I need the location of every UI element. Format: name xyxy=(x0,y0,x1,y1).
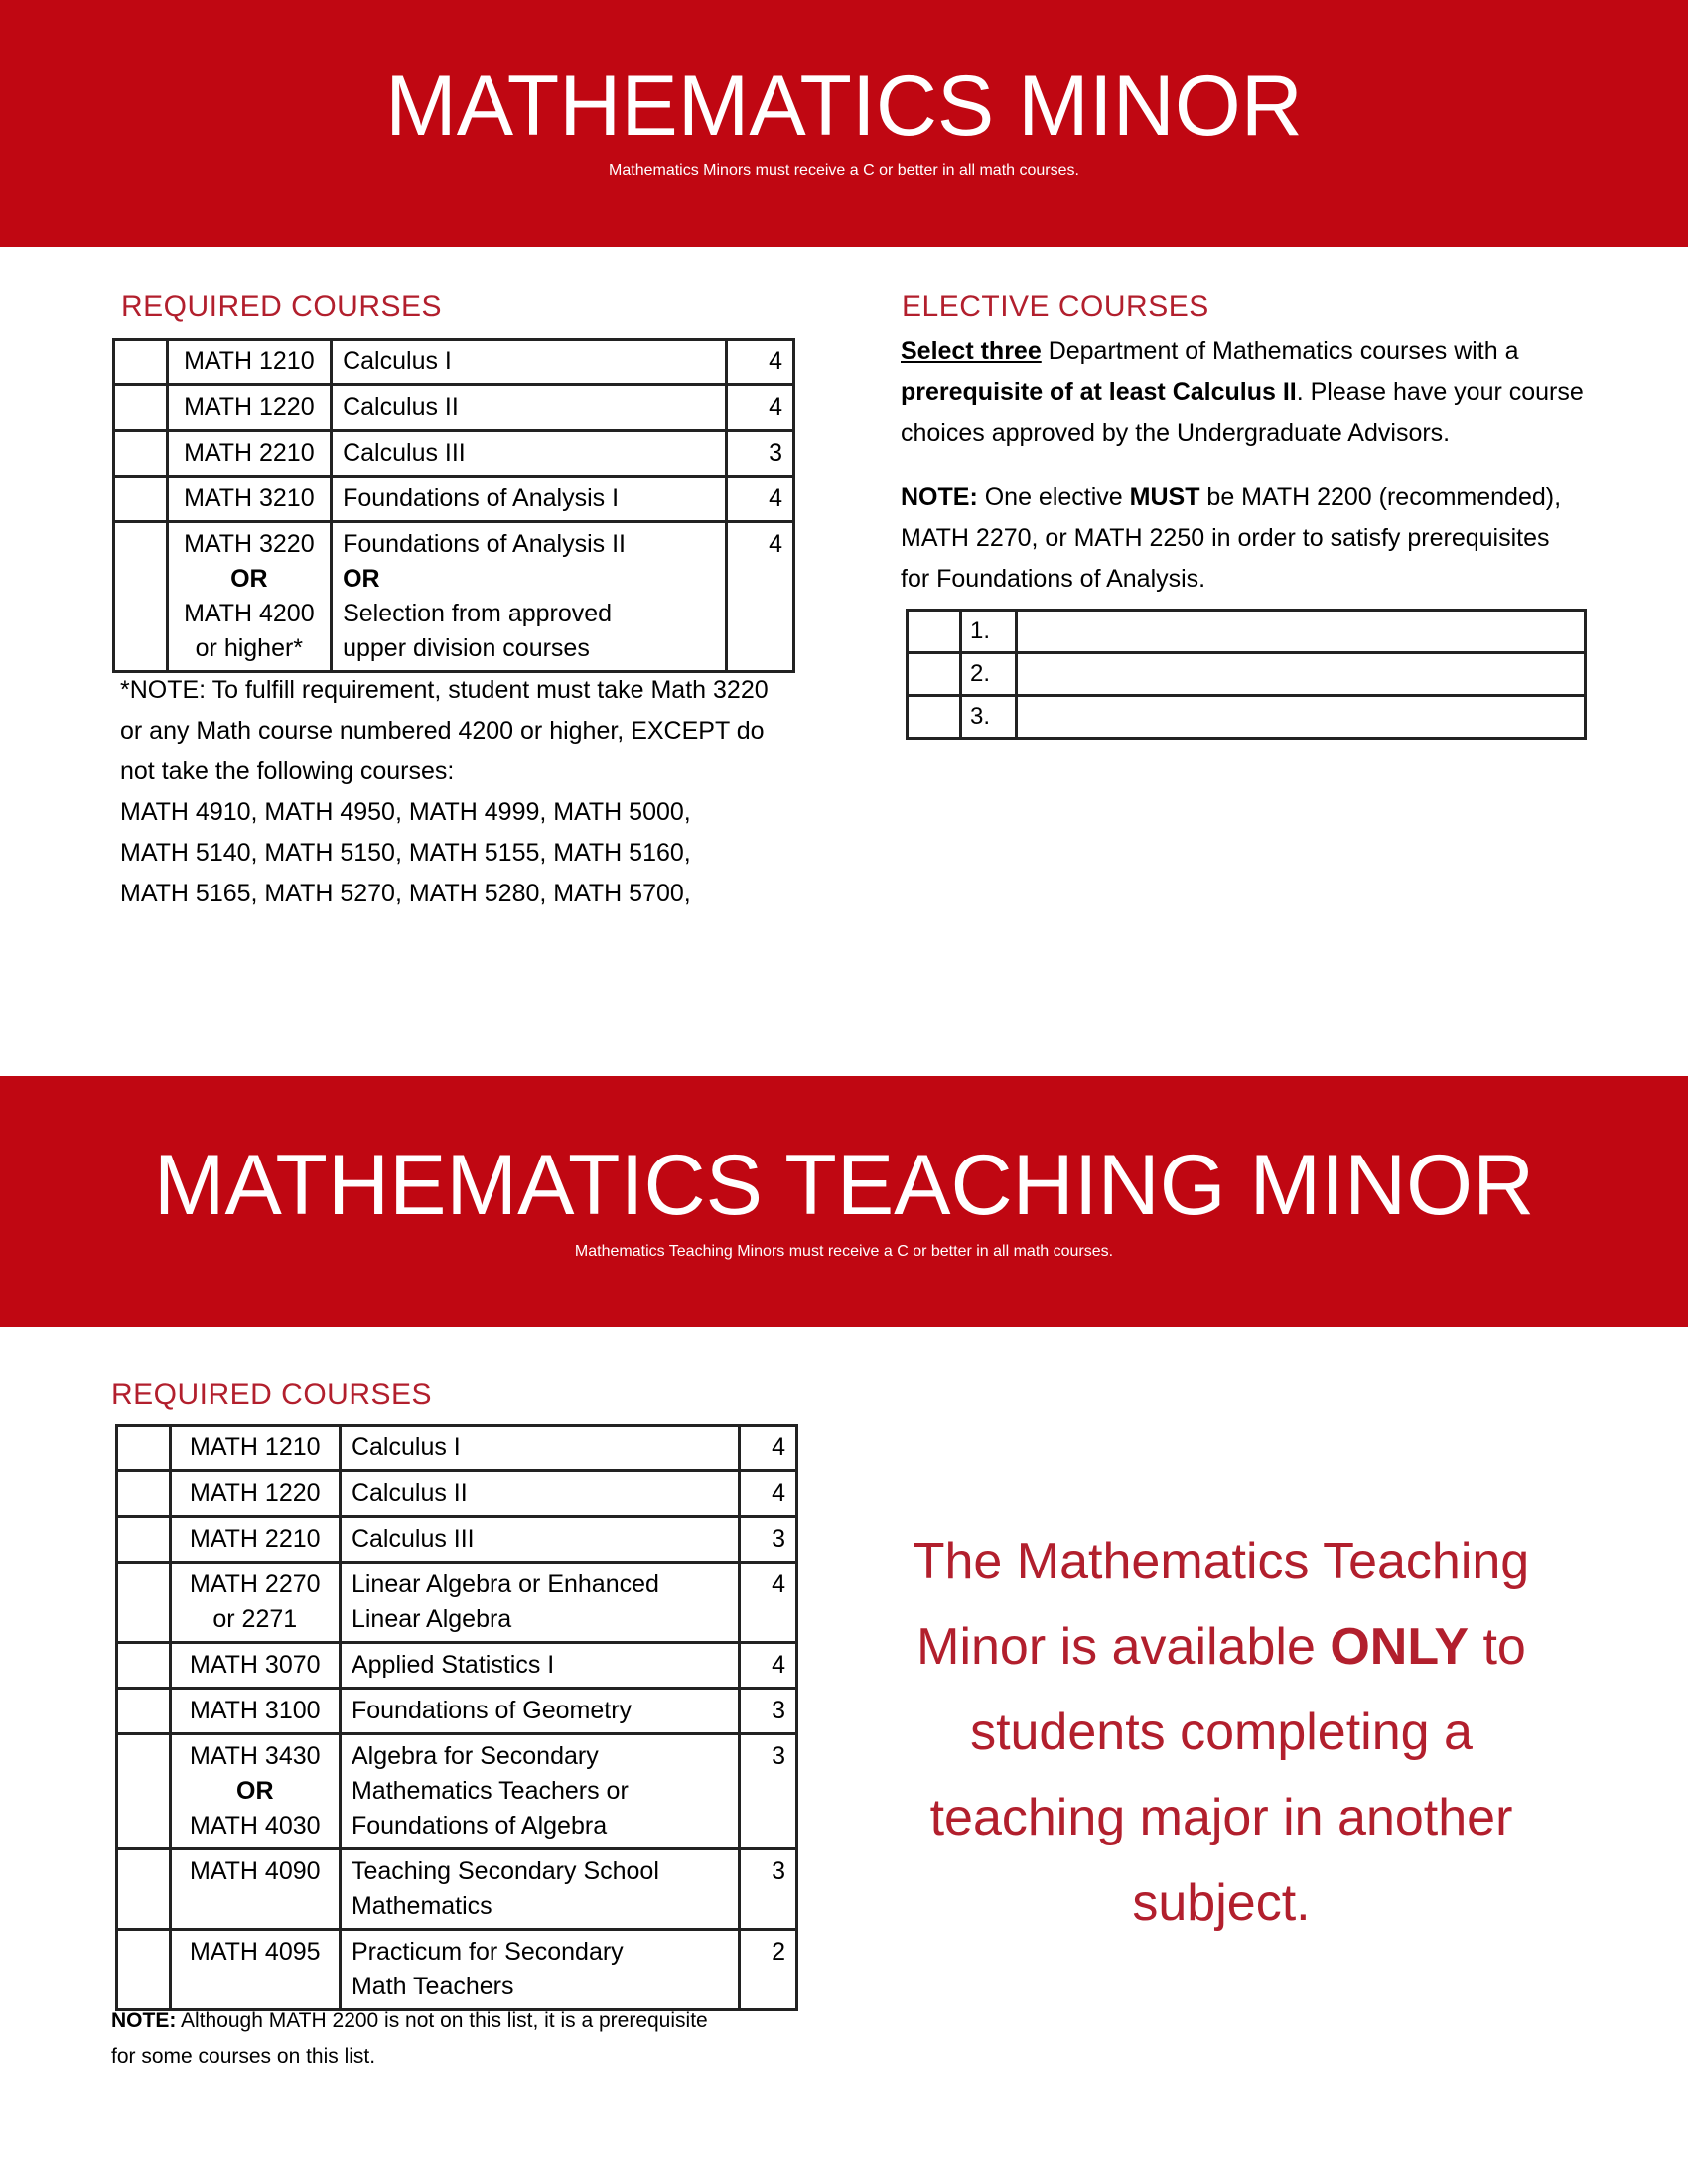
course-name: Calculus III xyxy=(351,1525,475,1553)
course-credits: 2 xyxy=(740,1930,797,2010)
teaching-required-table xyxy=(115,1424,798,2011)
row-number: 1. xyxy=(961,611,1017,653)
course-code-note: or higher* xyxy=(195,634,304,662)
elective-note xyxy=(901,478,1561,600)
message-text: Minor is available xyxy=(916,1618,1331,1676)
checkbox-cell[interactable] xyxy=(114,385,168,431)
elective-entry-field[interactable] xyxy=(1017,611,1586,653)
text: be MATH 2200 (recommended), xyxy=(1199,483,1562,511)
message-text: to xyxy=(1469,1618,1526,1676)
course-code: MATH 3210 xyxy=(167,477,332,522)
minor-required-note xyxy=(120,670,769,914)
course-name: upper division courses xyxy=(343,634,590,662)
table-row xyxy=(117,1426,797,1471)
checkbox-cell[interactable] xyxy=(117,1517,171,1563)
teaching-note xyxy=(111,2003,708,2075)
checkbox-cell[interactable] xyxy=(908,696,961,739)
course-code: MATH 1210 xyxy=(167,340,332,385)
only-emphasis: ONLY xyxy=(1330,1618,1470,1676)
table-row xyxy=(117,1471,797,1517)
course-name: Teaching Secondary School xyxy=(351,1857,659,1885)
checkbox-cell[interactable] xyxy=(117,1930,171,2010)
course-name: Math Teachers xyxy=(351,1973,514,2000)
elective-table xyxy=(906,609,1587,740)
teaching-subtitle: Mathematics Teaching Minors must receive a C or better in all math courses. xyxy=(574,1243,1114,1260)
minor-subtitle: Mathematics Minors must receive a C or better in all math courses. xyxy=(609,162,1079,179)
course-name: Foundations of Algebra xyxy=(351,1812,608,1840)
minor-required-table xyxy=(112,338,795,673)
course-name: Applied Statistics I xyxy=(351,1651,555,1679)
elective-entry-field[interactable] xyxy=(1017,696,1586,739)
checkbox-cell[interactable] xyxy=(117,1471,171,1517)
text: MATH 2270, or MATH 2250 in order to satisfy prerequisites xyxy=(901,524,1550,552)
course-code: MATH 1220 xyxy=(190,1479,321,1507)
note-label: NOTE: xyxy=(111,2009,177,2032)
prereq-label: prerequisite of at least Calculus II xyxy=(901,378,1297,406)
text: One elective xyxy=(977,483,1130,511)
or-label: OR xyxy=(230,565,268,593)
message-line: subject. xyxy=(1132,1874,1311,1932)
table-row xyxy=(117,1563,797,1643)
checkbox-cell[interactable] xyxy=(908,653,961,696)
table-row xyxy=(117,1517,797,1563)
course-credits: 3 xyxy=(740,1849,797,1930)
note-line: MATH 5140, MATH 5150, MATH 5155, MATH 5160, xyxy=(120,839,691,867)
course-code: MATH 2270 xyxy=(190,1570,321,1598)
course-name: Mathematics Teachers or xyxy=(351,1777,629,1805)
table-row xyxy=(114,522,794,672)
elective-entry-field[interactable] xyxy=(1017,653,1586,696)
course-code: MATH 1220 xyxy=(167,385,332,431)
note-label: NOTE: xyxy=(901,483,978,511)
checkbox-cell[interactable] xyxy=(117,1643,171,1689)
course-code: MATH 4090 xyxy=(190,1857,321,1885)
row-number: 3. xyxy=(961,696,1017,739)
checkbox-cell[interactable] xyxy=(117,1849,171,1930)
text: Department of Mathematics courses with a xyxy=(1041,338,1519,365)
course-code: MATH 4030 xyxy=(190,1812,321,1840)
course-credits: 4 xyxy=(740,1426,797,1471)
course-credits: 3 xyxy=(727,431,794,477)
course-credits: 4 xyxy=(740,1471,797,1517)
note-line: MATH 4910, MATH 4950, MATH 4999, MATH 5000, xyxy=(120,798,691,826)
course-name: Calculus II xyxy=(351,1479,468,1507)
course-name: Calculus I xyxy=(351,1433,461,1461)
checkbox-cell[interactable] xyxy=(117,1563,171,1643)
course-credits: 4 xyxy=(740,1563,797,1643)
course-name: Linear Algebra or Enhanced xyxy=(351,1570,659,1598)
course-credits: 3 xyxy=(740,1689,797,1734)
minor-required-heading: REQUIRED COURSES xyxy=(121,290,443,323)
course-name: Foundations of Geometry xyxy=(351,1697,633,1724)
checkbox-cell[interactable] xyxy=(114,340,168,385)
table-row xyxy=(114,477,794,522)
availability-message xyxy=(874,1519,1569,1946)
checkbox-cell[interactable] xyxy=(908,611,961,653)
elective-row xyxy=(908,696,1586,739)
course-code: MATH 1210 xyxy=(190,1433,321,1461)
must-label: MUST xyxy=(1129,483,1200,511)
course-code: OR xyxy=(236,1777,274,1805)
table-row xyxy=(114,385,794,431)
minor-title: MATHEMATICS MINOR xyxy=(385,59,1303,154)
course-name: Calculus III xyxy=(332,431,727,477)
table-row xyxy=(117,1689,797,1734)
message-line: teaching major in another xyxy=(929,1789,1513,1846)
course-name: Algebra for Secondary xyxy=(351,1742,599,1770)
checkbox-cell[interactable] xyxy=(114,477,168,522)
table-row xyxy=(117,1849,797,1930)
table-row xyxy=(114,340,794,385)
teaching-required-heading: REQUIRED COURSES xyxy=(111,1378,433,1411)
course-code: MATH 4095 xyxy=(190,1938,321,1966)
course-name: Practicum for Secondary xyxy=(351,1938,624,1966)
row-number: 2. xyxy=(961,653,1017,696)
note-line: or any Math course numbered 4200 or higher, EXCEPT do xyxy=(120,717,765,745)
course-credits: 4 xyxy=(727,340,794,385)
note-line: not take the following courses: xyxy=(120,757,455,785)
course-code: MATH 4200 xyxy=(184,600,315,627)
course-credits: 4 xyxy=(727,522,794,672)
note-line: MATH 5165, MATH 5270, MATH 5280, MATH 5700, xyxy=(120,880,691,907)
course-name: Calculus I xyxy=(332,340,727,385)
table-row xyxy=(117,1734,797,1849)
course-name: Calculus II xyxy=(332,385,727,431)
checkbox-cell[interactable] xyxy=(114,522,168,672)
course-code: MATH 3430 xyxy=(190,1742,321,1770)
checkbox-cell[interactable] xyxy=(114,431,168,477)
elective-row xyxy=(908,611,1586,653)
course-name: Foundations of Analysis II xyxy=(343,530,626,558)
course-name: Foundations of Analysis I xyxy=(332,477,727,522)
checkbox-cell[interactable] xyxy=(117,1689,171,1734)
teaching-title: MATHEMATICS TEACHING MINOR xyxy=(153,1138,1535,1233)
checkbox-cell[interactable] xyxy=(117,1426,171,1471)
elective-heading: ELECTIVE COURSES xyxy=(902,290,1209,323)
note-line: *NOTE: To fulfill requirement, student must take Math 3220 xyxy=(120,676,769,704)
text: for Foundations of Analysis. xyxy=(901,565,1206,593)
elective-description xyxy=(901,332,1584,454)
course-name: Mathematics xyxy=(351,1892,492,1920)
course-credits: 4 xyxy=(727,385,794,431)
course-code: MATH 2210 xyxy=(167,431,332,477)
course-credits: 4 xyxy=(727,477,794,522)
course-name: Selection from approved xyxy=(343,600,613,627)
course-credits: 3 xyxy=(740,1734,797,1849)
message-line: The Mathematics Teaching xyxy=(913,1533,1530,1590)
course-code: or 2271 xyxy=(212,1605,298,1633)
message-line: students completing a xyxy=(970,1704,1473,1761)
text: for some courses on this list. xyxy=(111,2045,376,2068)
course-name: Linear Algebra xyxy=(351,1605,512,1633)
text: choices approved by the Undergraduate Advisors. xyxy=(901,419,1451,447)
course-credits: 3 xyxy=(740,1517,797,1563)
or-label: OR xyxy=(343,565,380,593)
table-row xyxy=(114,431,794,477)
table-row xyxy=(117,1930,797,2010)
course-code: MATH 3070 xyxy=(190,1651,321,1679)
checkbox-cell[interactable] xyxy=(117,1734,171,1849)
text: Although MATH 2200 is not on this list, it is a prerequisite xyxy=(176,2009,708,2032)
course-code: MATH 3220 xyxy=(184,530,315,558)
course-credits: 4 xyxy=(740,1643,797,1689)
course-code: MATH 2210 xyxy=(190,1525,321,1553)
select-three-label: Select three xyxy=(901,338,1042,365)
text: . Please have your course xyxy=(1296,378,1584,406)
table-row xyxy=(117,1643,797,1689)
course-code: MATH 3100 xyxy=(190,1697,321,1724)
elective-row xyxy=(908,653,1586,696)
